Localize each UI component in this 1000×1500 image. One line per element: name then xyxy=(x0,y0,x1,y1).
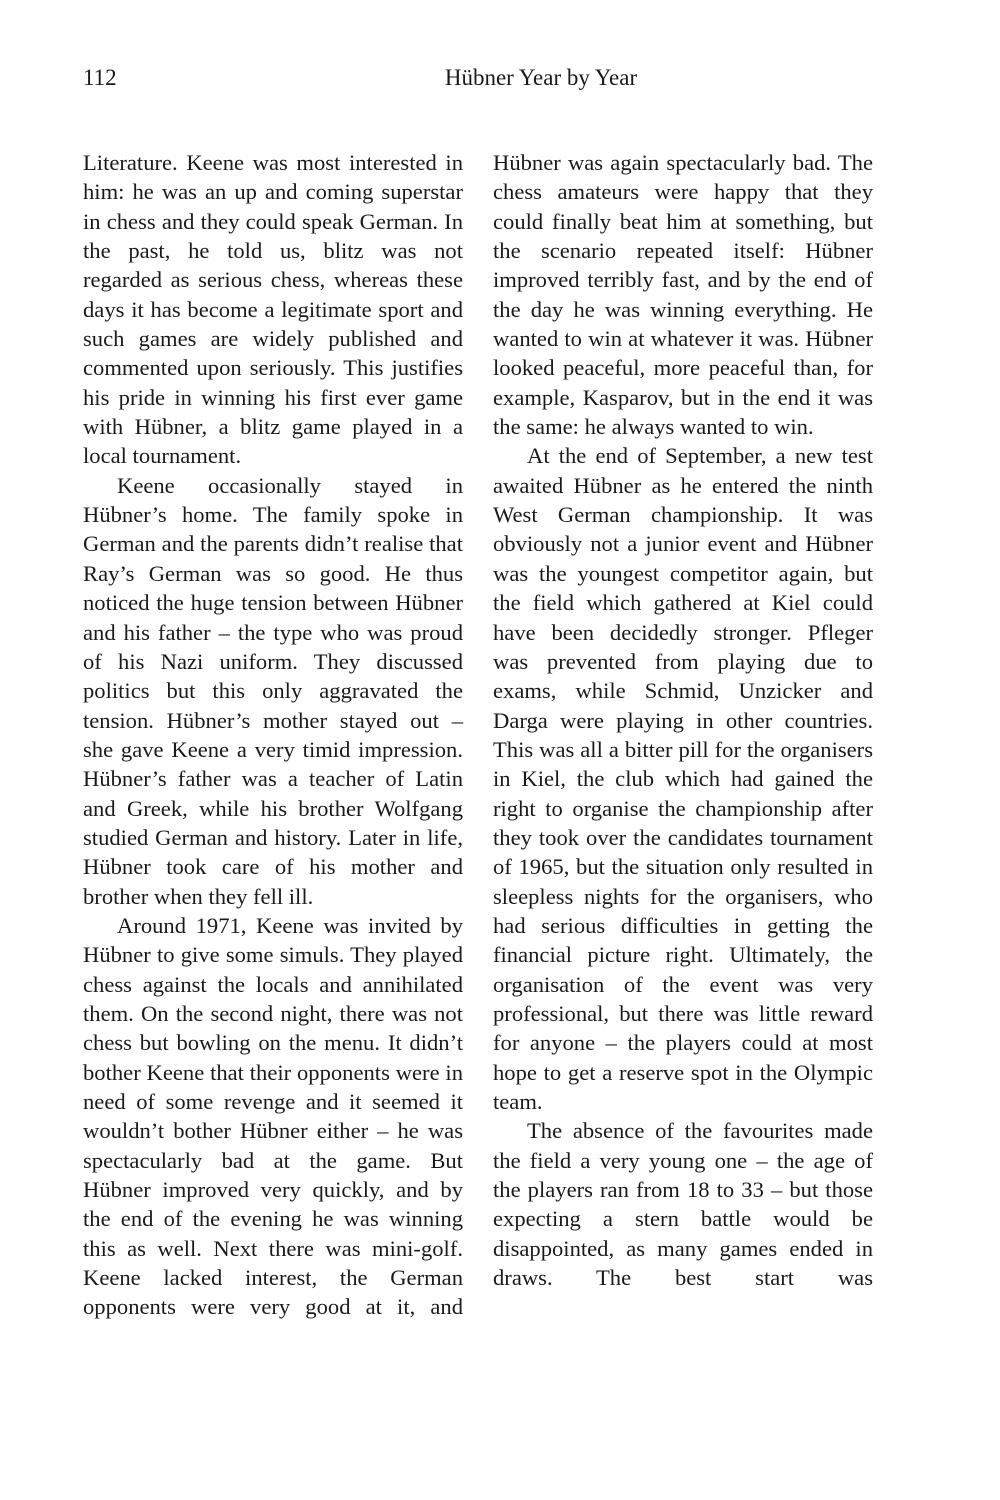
paragraph: Around 1971, Keene was invited by Hübner to give some simuls. They played chess against the locals and annihilated them. On the second night, there was not chess but bowling on the menu. It didn’t bother Keene that their opponents were in need of some revenge and it seemed it wouldn’t bother Hübner either – he was spectacularly bad at the game. But Hübner improved very quickly, and by the end of the evening he was winning this as well. Next there was mini-golf. Keene lacked interest, the German opponents were very good at it, and xyxy=(83,912,463,1320)
page-header xyxy=(83,62,872,96)
right-column xyxy=(493,148,873,1292)
paragraph: The absence of the favourites made the field a very young one – the age of the players ran from 18 to 33 – but those expecting a stern battle would be disappointed, as many games ended in draws. The best start was xyxy=(493,1118,873,1291)
paragraph: Literature. Keene was most interested in him: he was an up and coming superstar in chess and they could speak German. In the past, he told us, blitz was not regarded as serious chess, whereas these days it has become a legitimate sport and such games are widely published and commented upon seriously. This justifies his pride in winning his first ever game with Hübner, a blitz game played in a local tournament. xyxy=(83,150,463,469)
page-number: 112 xyxy=(83,65,117,90)
paragraph: Hübner was again spectacularly bad. The chess amateurs were happy that they could finally beat him at something, but the scenario repeated itself: Hübner improved terribly fast, and by the end of the day he was winning everything. He wanted to win at whatever it was. Hübner looked peaceful, more peaceful than, for example, Kasparov, but in the end it was the same: he always wanted to win. xyxy=(493,150,873,440)
paragraph: Keene occasionally stayed in Hübner’s home. The family spoke in German and the parents didn’t realise that Ray’s German was so good. He thus noticed the huge tension between Hübner and his father – the type who was proud of his Nazi uniform. They discussed politics but this only aggravated the tension. Hübner’s mother stayed out – she gave Keene a very timid impression. Hübner’s father was a teacher of Latin and Greek, while his brother Wolfgang studied German and history. Later in life, Hübner took care of his mother and brother when they fell ill. xyxy=(83,472,463,909)
paragraph: At the end of September, a new test awaited Hübner as he entered the ninth West German championship. It was obviously not a junior event and Hübner was the youngest competitor again, but the field which gathered at Kiel could have been decidedly stronger. Pfleger was prevented from playing due to exams, while Schmid, Unzicker and Darga were playing in other countries. This was all a bitter pill for the organisers in Kiel, the club which had gained the right to organise the championship after they took over the candidates tournament of 1965, but the situation only resulted in sleepless nights for the organisers, who had serious difficulties in getting the financial picture right. Ultimately, the organisation of the event was very professional, but there was little reward for anyone – the players could at most hope to get a reserve spot in the Olympic team. xyxy=(493,443,873,1114)
running-title: Hübner Year by Year xyxy=(444,65,638,90)
left-column xyxy=(83,148,463,1322)
